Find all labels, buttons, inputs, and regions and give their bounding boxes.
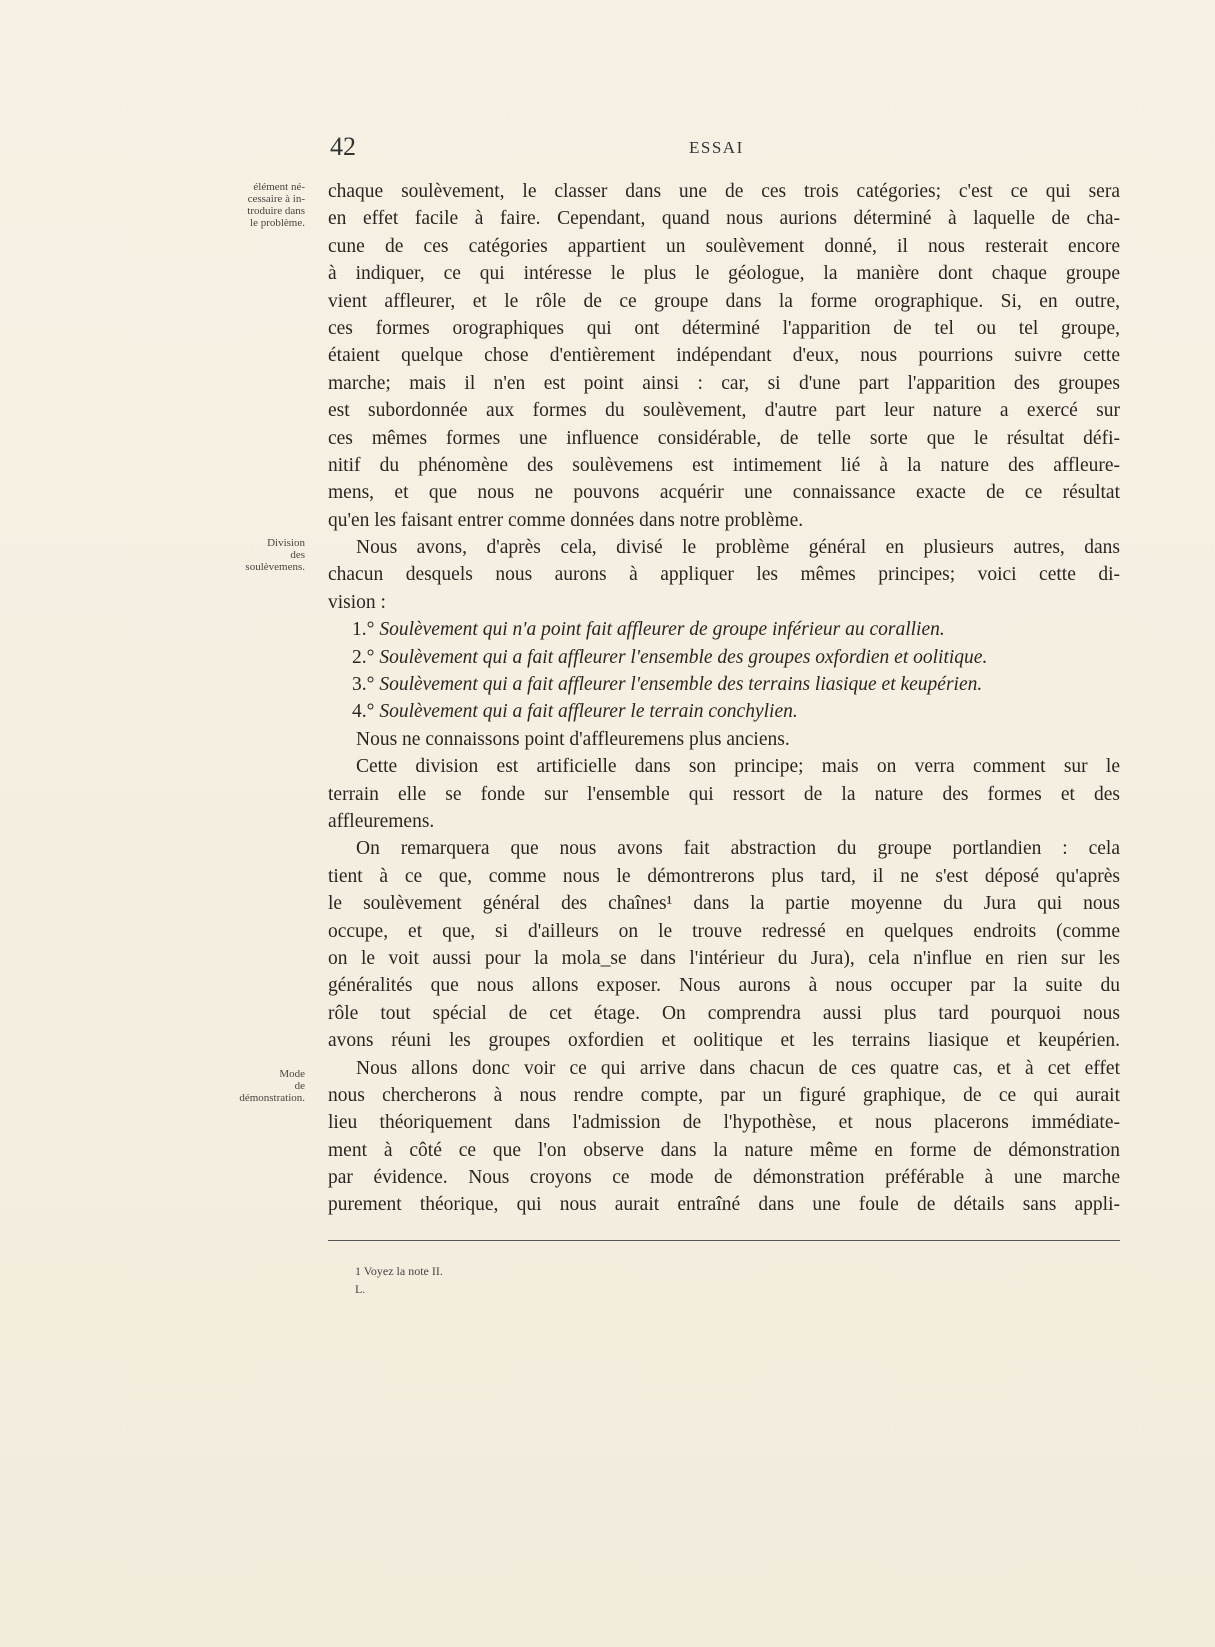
item-number: 3.°: [352, 674, 375, 696]
text-line: nitif du phénomène des soulèvemens est intimement lié à la nature des affleure-: [328, 454, 1120, 476]
text-line: ces mêmes formes une influence considérable, de telle sorte que le résultat défi-: [328, 427, 1120, 449]
item-text: Soulèvement qui n'a point fait affleurer de groupe inférieur au corallien.: [379, 619, 945, 641]
text-line: tient à ce que, comme nous le démontrerons plus tard, il ne s'est déposé qu'après: [328, 865, 1120, 887]
text-line: en effet facile à faire. Cependant, quand nous aurions déterminé à laquelle de cha-: [328, 208, 1120, 230]
item-text: Soulèvement qui a fait affleurer le terrain conchylien.: [379, 701, 798, 723]
text-line: terrain elle se fonde sur l'ensemble qui ressort de la nature des formes et des: [328, 783, 1120, 805]
division-item: [328, 616, 1120, 643]
margin-note-line: élément né-: [253, 181, 305, 193]
running-head: ESSAI: [689, 138, 744, 157]
text-line: qu'en les faisant entrer comme données dans notre problème.: [328, 509, 804, 531]
text-line: on le voit aussi pour la mola_se dans l'intérieur du Jura), cela n'influe en rien sur les: [328, 947, 1120, 969]
text-line: nous chercherons à nous rendre compte, par un figuré graphique, de ce qui aurait: [328, 1084, 1120, 1106]
page-header: [330, 130, 1120, 160]
text-line: étaient quelque chose d'entièrement indépendant d'eux, nous pourrions suivre cette: [328, 345, 1120, 367]
margin-note-line: le problème.: [250, 217, 305, 229]
item-text: Soulèvement qui a fait affleurer l'ensemble des groupes oxfordien et oolitique.: [379, 646, 988, 668]
text-line: le soulèvement général des chaînes¹ dans la partie moyenne du Jura qui nous: [328, 893, 1120, 915]
margin-note-mode: [209, 1068, 305, 1104]
footnote-signature: L.: [355, 1282, 366, 1296]
text-line: Nous allons donc voir ce qui arrive dans chacun de ces quatre cas, et à cet effet: [356, 1057, 1120, 1079]
margin-note-line: cessaire à in-: [247, 193, 305, 205]
division-item: [328, 644, 1120, 671]
margin-note-line: soulèvemens.: [245, 561, 305, 573]
text-line: Nous ne connaissons point d'affleuremens plus anciens.: [356, 728, 790, 750]
text-line: affleuremens.: [328, 810, 435, 832]
margin-note-line: démonstration.: [239, 1092, 305, 1104]
division-item: [328, 671, 1120, 698]
margin-note-line: troduire dans: [247, 205, 305, 217]
margin-note-line: de: [294, 1080, 305, 1092]
text-line: vision :: [328, 591, 386, 613]
margin-note-line: des: [290, 549, 305, 561]
text-line: marche; mais il n'en est point ainsi : car, si d'une part l'apparition des groupes: [328, 372, 1120, 394]
text-line: Nous avons, d'après cela, divisé le problème général en plusieurs autres, dans: [356, 537, 1120, 559]
text-line: On remarquera que nous avons fait abstraction du groupe portlandien : cela: [356, 838, 1120, 860]
text-line: chaque soulèvement, le classer dans une de ces trois catégories; c'est ce qui sera: [328, 181, 1120, 202]
footnote-line: 1 Voyez la note II.: [355, 1264, 443, 1278]
text-line: avons réuni les groupes oxfordien et oolitique et les terrains liasique et keupérien.: [328, 1030, 1120, 1052]
margin-note-element: [209, 181, 305, 229]
text-line: est subordonnée aux formes du soulèvement, d'autre part leur nature a exercé sur: [328, 400, 1120, 422]
text-line: ment à côté ce que l'on observe dans la nature même en forme de démonstration: [328, 1139, 1120, 1161]
division-item: [328, 698, 1120, 725]
text-line: Cette division est artificielle dans son principe; mais on verra comment sur le: [356, 756, 1120, 778]
text-line: rôle tout spécial de cet étage. On comprendra aussi plus tard pourquoi nous: [328, 1002, 1120, 1024]
text-line: par évidence. Nous croyons ce mode de démonstration préférable à une marche: [328, 1167, 1120, 1189]
footnote-rule: [328, 1240, 1120, 1241]
footnote: [355, 1262, 443, 1298]
text-line: mens, et que nous ne pouvons acquérir une connaissance exacte de ce résultat: [328, 482, 1120, 504]
text-line: chacun desquels nous aurons à appliquer les mêmes principes; voici cette di-: [328, 564, 1120, 586]
margin-note-line: Mode: [279, 1068, 305, 1080]
item-number: 4.°: [352, 701, 375, 723]
text-line: purement théorique, qui nous aurait entraîné dans une foule de détails sans appli-: [328, 1194, 1120, 1216]
text-line: cune de ces catégories appartient un soulèvement donné, il nous resterait encore: [328, 235, 1120, 257]
item-number: 1.°: [352, 619, 375, 641]
item-number: 2.°: [352, 646, 375, 668]
text-line: généralités que nous allons exposer. Nous aurons à nous occuper par la suite du: [328, 975, 1120, 997]
body-text: [328, 178, 1120, 1219]
text-line: lieu théoriquement dans l'admission de l'hypothèse, et nous placerons immédiate-: [328, 1112, 1120, 1134]
text-line: occupe, et que, si d'ailleurs on le trouve redressé en quelques endroits (comme: [328, 920, 1120, 942]
margin-note-line: Division: [267, 537, 305, 549]
page-number: 42: [330, 132, 356, 161]
text-line: vient affleurer, et le rôle de ce groupe dans la forme orographique. Si, en outre,: [328, 290, 1120, 312]
item-text: Soulèvement qui a fait affleurer l'ensemble des terrains liasique et keupérien.: [379, 674, 983, 696]
text-line: à indiquer, ce qui intéresse le plus le géologue, la manière dont chaque groupe: [328, 263, 1120, 285]
text-line: ces formes orographiques qui ont déterminé l'apparition de tel ou tel groupe,: [328, 317, 1120, 339]
margin-note-division: [209, 537, 305, 573]
